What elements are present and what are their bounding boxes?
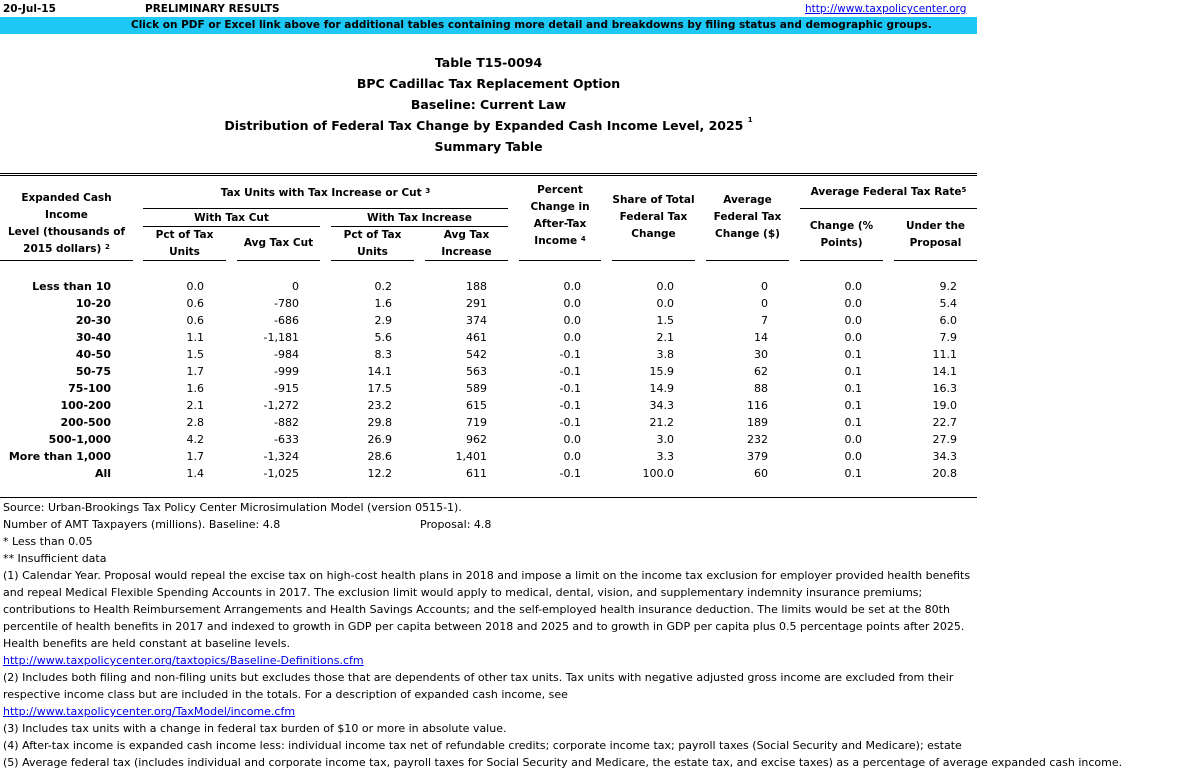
banner-text: Click on PDF or Excel link above for additional tables containing more detail and breakdowns by filing status and demographic groups. xyxy=(131,19,932,31)
col-rule xyxy=(237,260,320,261)
cell-avg-change: 0 xyxy=(761,280,768,293)
footnote-2: respective income class but are included in the totals. For a description of expanded cash income, see xyxy=(3,688,568,701)
header-line: Income xyxy=(534,235,578,247)
header-line: Pct of Tax xyxy=(343,229,402,241)
cell-pct-change: 0.0 xyxy=(563,450,581,463)
income-level-label: More than 1,000 xyxy=(8,450,111,463)
footnote-1: Health benefits are held constant at baseline levels. xyxy=(3,637,290,650)
table-row xyxy=(0,431,977,448)
subtitle-text: Distribution of Federal Tax Change by Expanded Cash Income Level, 2025 xyxy=(224,118,744,133)
header-line: Points) xyxy=(820,237,863,249)
cell-cut-pct: 4.2 xyxy=(186,433,204,446)
group-rule xyxy=(800,208,977,209)
cell-inc-pct: 28.6 xyxy=(367,450,392,463)
table-row xyxy=(0,380,977,397)
cell-inc-avg: 542 xyxy=(466,348,487,361)
cell-inc-avg: 962 xyxy=(466,433,487,446)
col-header-avg-change xyxy=(706,192,789,243)
col-header-income-level xyxy=(0,190,133,258)
cell-avg-change: 116 xyxy=(747,399,768,412)
col-subgroup-tax-increase: With Tax Increase xyxy=(366,212,472,224)
income-level-label: All xyxy=(94,467,111,480)
cell-rate-prop: 9.2 xyxy=(939,280,957,293)
cell-cut-pct: 1.4 xyxy=(186,467,204,480)
cell-avg-change: 62 xyxy=(754,365,768,378)
cell-rate-change: 0.1 xyxy=(844,382,862,395)
cell-rate-change: 0.1 xyxy=(844,399,862,412)
cell-cut-avg: -984 xyxy=(274,348,299,361)
cell-inc-avg: 611 xyxy=(466,467,487,480)
cell-rate-prop: 7.9 xyxy=(939,331,957,344)
cell-pct-change: -0.1 xyxy=(559,382,581,395)
col-header-cut-pct xyxy=(143,227,226,261)
col-header-pct-change xyxy=(519,182,601,250)
col-rule xyxy=(894,260,977,261)
bottom-rule xyxy=(0,497,977,498)
baseline-label: Baseline: Current Law xyxy=(410,97,567,112)
cell-cut-avg: 0 xyxy=(292,280,299,293)
header-line: Average xyxy=(723,194,772,206)
cell-cut-pct: 0.0 xyxy=(186,280,204,293)
cell-cut-avg: -686 xyxy=(274,314,299,327)
header-line: Units xyxy=(357,246,388,258)
cell-inc-pct: 8.3 xyxy=(374,348,392,361)
cell-rate-prop: 20.8 xyxy=(932,467,957,480)
cell-cut-pct: 1.1 xyxy=(186,331,204,344)
income-level-label: 20-30 xyxy=(75,314,111,327)
top-rule xyxy=(0,173,977,174)
footnote-1: (1) Calendar Year. Proposal would repeal the excise tax on high-cost health plans in 2018 and impose a limit on the income tax exclusion for employer provided health benefits xyxy=(3,569,971,582)
cell-inc-avg: 188 xyxy=(466,280,487,293)
income-level-label: 100-200 xyxy=(60,399,111,412)
cell-cut-avg: -882 xyxy=(274,416,299,429)
header-line: Federal Tax xyxy=(619,211,688,223)
cell-pct-change: 0.0 xyxy=(563,280,581,293)
cell-cut-avg: -1,025 xyxy=(263,467,299,480)
cell-share: 3.0 xyxy=(656,433,674,446)
table-row xyxy=(0,329,977,346)
header-line: Change ($) xyxy=(715,228,780,240)
cell-pct-change: -0.1 xyxy=(559,416,581,429)
income-level-label: 75-100 xyxy=(68,382,111,395)
header-line: 2015 dollars) xyxy=(23,243,102,255)
table-row xyxy=(0,414,977,431)
col-group-tax-rate xyxy=(800,184,977,201)
cell-share: 3.8 xyxy=(656,348,674,361)
table-row xyxy=(0,346,977,363)
cell-avg-change: 189 xyxy=(747,416,768,429)
header-line: Units xyxy=(169,246,200,258)
cell-rate-change: 0.0 xyxy=(844,433,862,446)
cell-rate-prop: 11.1 xyxy=(932,348,957,361)
footnote-2: (2) Includes both filing and non-filing units but excludes those that are dependents of other tax units. Tax units with negative adjusted gross income are excluded from their xyxy=(3,671,954,684)
col-subgroup-tax-cut: With Tax Cut xyxy=(194,212,269,224)
cell-rate-prop: 34.3 xyxy=(932,450,957,463)
cell-rate-change: 0.0 xyxy=(844,280,862,293)
cell-rate-prop: 14.1 xyxy=(932,365,957,378)
cell-inc-avg: 719 xyxy=(466,416,487,429)
income-level-label: Less than 10 xyxy=(32,280,111,293)
cell-share: 34.3 xyxy=(649,399,674,412)
cell-cut-pct: 1.5 xyxy=(186,348,204,361)
cell-inc-pct: 26.9 xyxy=(367,433,392,446)
col-rule xyxy=(143,260,226,261)
cell-rate-change: 0.0 xyxy=(844,450,862,463)
cell-pct-change: -0.1 xyxy=(559,467,581,480)
header-line: Share of Total xyxy=(612,194,695,206)
cell-inc-avg: 615 xyxy=(466,399,487,412)
header-line: Proposal xyxy=(909,237,962,249)
cell-rate-change: 0.1 xyxy=(844,416,862,429)
cell-rate-prop: 27.9 xyxy=(932,433,957,446)
header-line: Pct of Tax xyxy=(155,229,214,241)
cell-cut-pct: 1.6 xyxy=(186,382,204,395)
cell-inc-pct: 17.5 xyxy=(367,382,392,395)
col-header-inc-avg xyxy=(425,227,508,261)
cell-inc-avg: 1,401 xyxy=(455,450,487,463)
cell-inc-pct: 5.6 xyxy=(374,331,392,344)
header-line: Change xyxy=(631,228,676,240)
cell-inc-pct: 2.9 xyxy=(374,314,392,327)
cell-rate-prop: 5.4 xyxy=(939,297,957,310)
cell-pct-change: 0.0 xyxy=(563,314,581,327)
amt-proposal: Proposal: 4.8 xyxy=(420,518,492,531)
cell-avg-change: 88 xyxy=(754,382,768,395)
baseline-definitions-link[interactable]: http://www.taxpolicycenter.org/taxtopics/Baseline-Definitions.cfm xyxy=(3,654,364,667)
cell-avg-change: 0 xyxy=(761,297,768,310)
footnote-1: percentile of health benefits in 2017 and indexed to growth in GDP per capita between 2018 and 2025 and to growth in GDP per capita plus 0.5 percentage points after 2025. xyxy=(3,620,965,633)
header-line: Change (% xyxy=(809,220,874,232)
header-line: After-Tax xyxy=(533,218,587,230)
footnote-ref: 2 xyxy=(104,243,110,251)
header-line: Expanded Cash Income xyxy=(21,192,112,221)
cell-inc-pct: 12.2 xyxy=(367,467,392,480)
col-header-rate-change xyxy=(800,218,883,252)
header-line: Tax Units with Tax Increase or Cut xyxy=(220,187,422,199)
cell-share: 2.1 xyxy=(656,331,674,344)
cell-cut-avg: -1,324 xyxy=(263,450,299,463)
header-line: Under the xyxy=(905,220,966,232)
cell-pct-change: 0.0 xyxy=(563,433,581,446)
income-level-label: 200-500 xyxy=(60,416,111,429)
cell-inc-pct: 29.8 xyxy=(367,416,392,429)
footnote-5: (5) Average federal tax (includes individual and corporate income tax, payroll taxes for Social Security and Medicare, the estate tax, and excise taxes) as a percentage of average expanded cash income. xyxy=(3,756,1123,769)
cell-avg-change: 30 xyxy=(754,348,768,361)
cell-share: 15.9 xyxy=(649,365,674,378)
cell-cut-avg: -633 xyxy=(274,433,299,446)
cell-rate-change: 0.1 xyxy=(844,365,862,378)
cell-rate-change: 0.1 xyxy=(844,348,862,361)
cell-inc-avg: 291 xyxy=(466,297,487,310)
cell-share: 21.2 xyxy=(649,416,674,429)
table-row xyxy=(0,363,977,380)
table-title: BPC Cadillac Tax Replacement Option xyxy=(356,76,621,91)
table-row xyxy=(0,465,977,482)
table-row xyxy=(0,278,977,295)
report-date: 20-Jul-15 xyxy=(3,3,56,15)
col-rule xyxy=(706,260,789,261)
less-than-note: * Less than 0.05 xyxy=(3,535,93,548)
header-line: Change in xyxy=(530,201,590,213)
amt-baseline: Number of AMT Taxpayers (millions). Baseline: 4.8 xyxy=(3,518,281,531)
cell-rate-change: 0.0 xyxy=(844,314,862,327)
col-rule xyxy=(800,260,883,261)
cell-cut-pct: 0.6 xyxy=(186,314,204,327)
col-header-rate-proposal xyxy=(894,218,977,252)
footnote-ref: 1 xyxy=(747,116,753,124)
cell-pct-change: -0.1 xyxy=(559,348,581,361)
col-header-share xyxy=(612,192,695,243)
insufficient-note: ** Insufficient data xyxy=(3,552,107,565)
footnote-3: (3) Includes tax units with a change in federal tax burden of $10 or more in absolute value. xyxy=(3,722,507,735)
income-level-label: 10-20 xyxy=(75,297,111,310)
table-row xyxy=(0,448,977,465)
footnote-4: (4) After-tax income is expanded cash income less: individual income tax net of refundable credits; corporate income tax; payroll taxes (Social Security and Medicare); estate xyxy=(3,739,962,752)
group-rule xyxy=(143,208,508,209)
cell-cut-pct: 1.7 xyxy=(186,450,204,463)
top-rule-2 xyxy=(0,175,977,176)
income-level-label: 500-1,000 xyxy=(48,433,111,446)
preliminary-label: PRELIMINARY RESULTS xyxy=(145,3,280,15)
col-header-inc-pct xyxy=(331,227,414,261)
cell-avg-change: 232 xyxy=(747,433,768,446)
summary-label: Summary Table xyxy=(434,139,543,154)
cell-rate-prop: 16.3 xyxy=(932,382,957,395)
info-banner xyxy=(0,17,977,34)
cell-avg-change: 60 xyxy=(754,467,768,480)
table-row xyxy=(0,295,977,312)
header-line: Percent xyxy=(537,184,583,196)
col-rule xyxy=(0,260,133,261)
table-row xyxy=(0,397,977,414)
cell-cut-avg: -1,272 xyxy=(263,399,299,412)
header-line: Federal Tax xyxy=(713,211,782,223)
cell-share: 3.3 xyxy=(656,450,674,463)
cell-rate-prop: 19.0 xyxy=(932,399,957,412)
col-group-tax-units xyxy=(143,185,508,202)
cell-inc-avg: 563 xyxy=(466,365,487,378)
cell-cut-avg: -915 xyxy=(274,382,299,395)
col-rule xyxy=(425,260,508,261)
table-id: Table T15-0094 xyxy=(434,55,543,70)
cell-inc-pct: 1.6 xyxy=(374,297,392,310)
income-level-label: 50-75 xyxy=(75,365,111,378)
col-rule xyxy=(519,260,601,261)
cell-inc-avg: 461 xyxy=(466,331,487,344)
table-row xyxy=(0,312,977,329)
footnote-ref: 5 xyxy=(961,186,967,194)
cell-cut-avg: -1,181 xyxy=(263,331,299,344)
cell-avg-change: 14 xyxy=(754,331,768,344)
footnote-1: contributions to Health Reimbursement Arrangements and Health Savings Accounts; and the self-employed health insurance deduction. The limits would be set at the 80th xyxy=(3,603,950,616)
cell-pct-change: 0.0 xyxy=(563,297,581,310)
site-link[interactable]: http://www.taxpolicycenter.org xyxy=(805,3,967,15)
cell-cut-pct: 2.8 xyxy=(186,416,204,429)
cell-pct-change: -0.1 xyxy=(559,399,581,412)
income-level-label: 30-40 xyxy=(75,331,111,344)
cell-share: 1.5 xyxy=(656,314,674,327)
cell-avg-change: 7 xyxy=(761,314,768,327)
col-rule xyxy=(612,260,695,261)
cell-inc-pct: 0.2 xyxy=(374,280,392,293)
source-note: Source: Urban-Brookings Tax Policy Center Microsimulation Model (version 0515-1). xyxy=(3,501,462,514)
cell-share: 0.0 xyxy=(656,280,674,293)
cell-pct-change: 0.0 xyxy=(563,331,581,344)
cell-rate-prop: 6.0 xyxy=(939,314,957,327)
header-line: Level (thousands of xyxy=(7,226,126,238)
cell-cut-avg: -999 xyxy=(274,365,299,378)
footnote-1: and repeal Medical Flexible Spending Accounts in 2017. The exclusion limit would apply to medical, dental, vision, and supplementary indemnity insurance premiums; xyxy=(3,586,923,599)
col-rule xyxy=(331,260,414,261)
footnote-ref: 3 xyxy=(425,187,431,195)
cell-inc-avg: 374 xyxy=(466,314,487,327)
cell-cut-avg: -780 xyxy=(274,297,299,310)
cell-rate-change: 0.1 xyxy=(844,467,862,480)
header-line: Avg Tax xyxy=(443,229,490,241)
cell-rate-prop: 22.7 xyxy=(932,416,957,429)
income-level-label: 40-50 xyxy=(75,348,111,361)
cell-rate-change: 0.0 xyxy=(844,331,862,344)
cell-share: 0.0 xyxy=(656,297,674,310)
income-definition-link[interactable]: http://www.taxpolicycenter.org/TaxModel/income.cfm xyxy=(3,705,296,718)
cell-share: 14.9 xyxy=(649,382,674,395)
cell-avg-change: 379 xyxy=(747,450,768,463)
footnote-ref: 4 xyxy=(580,235,586,243)
cell-inc-avg: 589 xyxy=(466,382,487,395)
cell-cut-pct: 1.7 xyxy=(186,365,204,378)
cell-inc-pct: 14.1 xyxy=(367,365,392,378)
cell-share: 100.0 xyxy=(642,467,674,480)
cell-cut-pct: 0.6 xyxy=(186,297,204,310)
cell-pct-change: -0.1 xyxy=(559,365,581,378)
header-line: Increase xyxy=(441,246,492,258)
col-header-cut-avg: Avg Tax Cut xyxy=(243,237,314,249)
cell-rate-change: 0.0 xyxy=(844,297,862,310)
cell-inc-pct: 23.2 xyxy=(367,399,392,412)
cell-cut-pct: 2.1 xyxy=(186,399,204,412)
header-line: Average Federal Tax Rate xyxy=(810,186,962,198)
table-subtitle xyxy=(0,118,977,133)
